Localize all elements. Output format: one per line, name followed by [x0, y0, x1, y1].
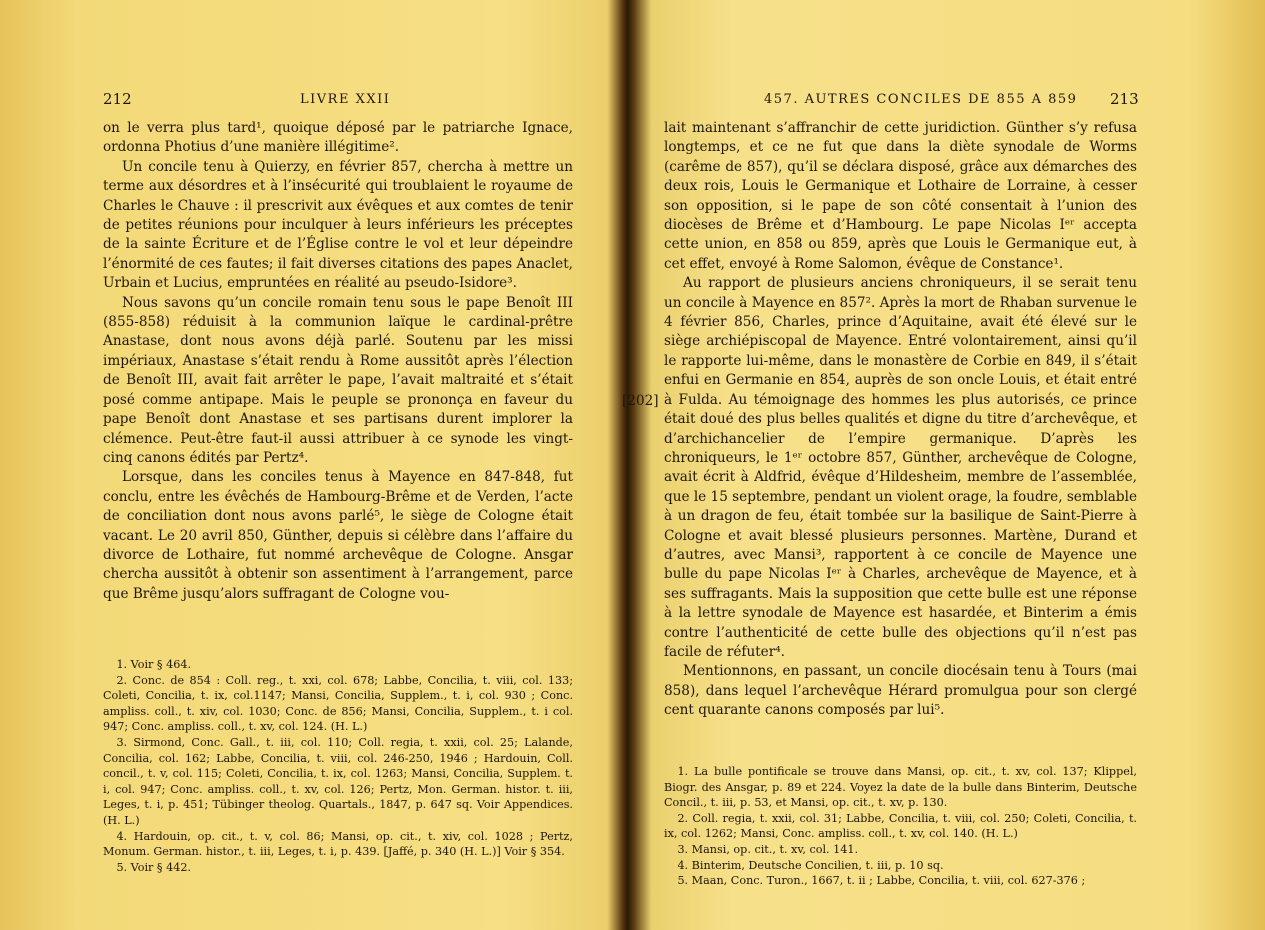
page-number: 212	[103, 90, 132, 108]
margin-number: [202]	[622, 393, 659, 409]
body-text	[664, 119, 1137, 721]
left-page	[0, 0, 608, 930]
paragraph: Lorsque, dans les conciles tenus à Mayence en 847-848, fut conclu, entre les évêchés de Hambourg-Brême et de Verden, l’acte de conciliation dont nous avons parlé⁵, le siège de Cologne était vacant. Le 20 avril 850, Günther, depuis si célèbre dans l’affaire du divorce de Lothaire, fut nommé archevêque de Cologne. Ansgar chercha aussitôt à obtenir son assentiment à l’arrangement, parce que Brême jusqu’alors suffragant de Cologne vou-	[103, 469, 573, 602]
footnote: 2. Coll. regia, t. xxii, col. 31; Labbe, Concilia, t. viii, col. 250; Coleti, Concilia, t. ix, col. 1262; Mansi, Conc. ampliss. coll., t. xv, col. 140. (H. L.)	[664, 811, 1137, 841]
footnote: 4. Hardouin, op. cit., t. v, col. 86; Mansi, op. cit., t. xiv, col. 1028 ; Pertz, Monum. German. histor., t. iii, Leges, t. i, p. 439. [Jaffé, p. 340 (H. L.)] Voir § 354.	[103, 829, 573, 859]
footnote: 2. Conc. de 854 : Coll. reg., t. xxi, col. 678; Labbe, Concilia, t. viii, col. 133; Coleti, Concilia, t. ix, col.1147; Mansi, Concilia, Supplem., t. i, col. 930 ; Conc. ampliss. coll., t. xiv, col. 1030; Conc. de 856; Mansi, Concilia, Supplem., t. i col. 947; Conc. ampliss. coll., t. xv, col. 124. (H. L.)	[103, 673, 573, 734]
footnote: 3. Mansi, op. cit., t. xv, col. 141.	[677, 842, 859, 856]
page-number: 213	[1110, 90, 1139, 108]
running-head: 457. AUTRES CONCILES DE 855 A 859	[764, 92, 1078, 107]
running-head: LIVRE XXII	[300, 92, 391, 107]
footnote: 1. La bulle pontificale se trouve dans Mansi, op. cit., t. xv, col. 137; Klippel, Biogr. des Ansgar, p. 89 et 224. Voyez la date de la bulle dans Binterim, Deutsche Concil., t. iii, p. 53, et Mansi, op. cit., t. xv, p. 130.	[664, 765, 1137, 810]
paragraph: on le verra plus tard¹, quoique déposé par le patriarche Ignace, ordonna Photius d’une manière illégitime².	[103, 120, 573, 156]
body-text	[103, 119, 573, 604]
footnotes	[103, 657, 573, 875]
footnote: 5. Maan, Conc. Turon., 1667, t. ii ; Labbe, Concilia, t. viii, col. 627-376 ;	[677, 874, 1086, 888]
footnotes	[664, 764, 1137, 889]
paragraph: Mentionnons, en passant, un concile diocésain tenu à Tours (mai 858), dans lequel l’archevêque Hérard promulgua pour son clergé cent quarante canons composés par lui⁵.	[664, 663, 1137, 719]
paragraph: Nous savons qu’un concile romain tenu sous le pape Benoît III (855-858) réduisit à la communion laïque le cardinal-prêtre Anastase, dont nous avons déjà parlé. Soutenu par les missi impériaux, Anastase s’était rendu à Rome aussitôt après l’élection de Benoît III, avait fait arrêter le pape, l’avait maltraité et s’était posé comme antipape. Mais le peuple se prononça en faveur du pape Benoît dont Anastase et ses partisans durent implorer la clémence. Peut-être faut-il aussi attribuer à ce synode les vingt-cinq canons édités par Pertz⁴.	[103, 294, 573, 466]
paragraph: lait maintenant s’affranchir de cette juridiction. Günther s’y refusa longtemps, et ce ne fut que dans la diète synodale de Worms (carême de 857), qu’il se déclara disposé, grâce aux démarches des deux rois, Louis le Germanique et Lothaire de Lorraine, à cesser son opposition, si le pape de son côté consentait à l’union des diocèses de Brême et d’Hambourg. Le pape Nicolas Iᵉʳ accepta cette union, en 858 ou 859, après que Louis le Germanique eut, à cet effet, envoyé à Rome Salomon, évêque de Constance¹.	[664, 120, 1137, 272]
paragraph: Au rapport de plusieurs anciens chroniqueurs, il se serait tenu un concile à Mayence en 857². Après la mort de Rhaban survenue le 4 février 856, Charles, prince d’Aquitaine, avait été élevé sur le siège archiépiscopal de Mayence. Entré volontairement, ainsi qu’il le rapporte lui-même, dans le monastère de Corbie en 849, il s’était enfui en Germanie en 854, auprès de son oncle Louis, et était entré à Fulda. Au témoignage des hommes les plus autorisés, ce prince était doué des plus belles qualités et digne du titre d’archevêque, et d’archichancelier de l’empire germanique. D’après les chroniqueurs, le 1ᵉʳ octobre 857, Günther, archevêque de Cologne, avait écrit à Aldfrid, évêque d’Hildesheim, membre de l’assemblée, que le 15 septembre, pendant un violent orage, la foudre, semblable à un dragon de feu, était tombée sur la basilique de Saint-Pierre à Cologne et avait blessé plusieurs personnes. Martène, Durand et d’autres, avec Mansi³, rapportent à ce concile de Mayence une bulle du pape Nicolas Iᵉʳ à Charles, archevêque de Mayence, et à ses suffragants. Mais la supposition que cette bulle est une réponse à la lettre synodale de Mayence est hasardée, et Binterim a émis contre l’authenticité de cette bulle des objections qu’il n’est pas facile de réfuter⁴.	[664, 275, 1137, 660]
right-page	[622, 0, 1265, 930]
footnote: 4. Binterim, Deutsche Concilien, t. iii, p. 10 sq.	[677, 858, 944, 872]
paragraph: Un concile tenu à Quierzy, en février 857, chercha à mettre un terme aux désordres et à l’insécurité qui troublaient le royaume de Charles le Chauve : il prescrivit aux évêques et aux comtes de tenir de petites réunions pour inculquer à leurs inférieurs les préceptes de la sainte Écriture et de l’Église contre le vol et leur dépeindre l’énormité de ces fautes; il fait diverses citations des papes Anaclet, Urbain et Lucius, empruntées en réalité au pseudo-Isidore³.	[103, 158, 573, 292]
footnote: 5. Voir § 442.	[116, 860, 191, 874]
footnote: 1. Voir § 464.	[116, 658, 191, 671]
footnote: 3. Sirmond, Conc. Gall., t. iii, col. 110; Coll. regia, t. xxii, col. 25; Lalande, Concilia, col. 162; Labbe, Concilia, t. viii, col. 246-250, 1946 ; Hardouin, Coll. concil., t. v, col. 115; Coleti, Concilia, t. ix, col. 1263; Mansi, Concilia, Supplem. t. i, col. 947; Conc. ampliss. coll., t. xv, col. 126; Pertz, Mon. German. histor. t. iii, Leges, t. i, p. 451; Tübinger theolog. Quartals., 1847, p. 647 sq. Voir Appendices. (H. L.)	[103, 735, 573, 827]
